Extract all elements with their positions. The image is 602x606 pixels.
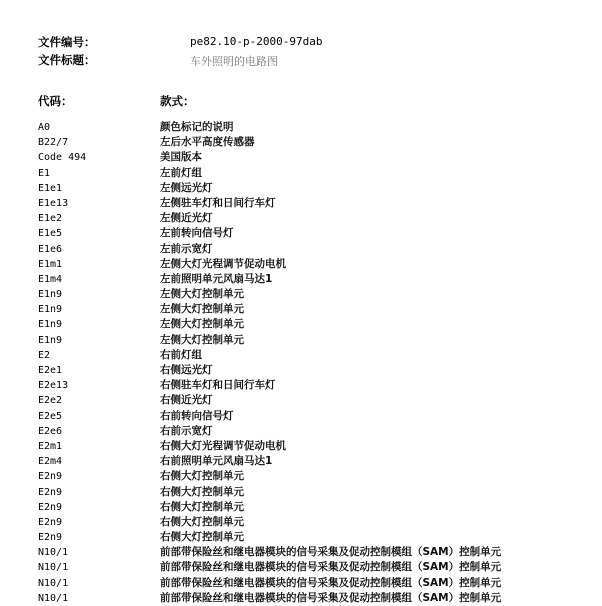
component-description: 左前照明单元风扇马达1 <box>160 272 273 285</box>
component-code: A0 <box>38 122 51 133</box>
component-code: E2m4 <box>38 456 63 468</box>
component-description: 右前照明单元风扇马达1 <box>160 455 273 468</box>
file-title-label: 文件标题： <box>38 53 96 67</box>
component-code: E1m4 <box>38 273 63 285</box>
list-item <box>0 287 602 302</box>
component-description: 右侧远光灯 <box>160 364 213 376</box>
component-list <box>0 120 602 606</box>
list-item <box>0 135 602 150</box>
list-item <box>0 439 602 454</box>
component-description: 左前转向信号灯 <box>160 227 234 240</box>
component-description: 左侧大灯控制单元 <box>160 288 244 301</box>
component-description: 颜色标记的说明 <box>160 121 234 133</box>
component-description: 左侧大灯控制单元 <box>160 303 244 316</box>
component-code: Code 494 <box>38 152 87 164</box>
list-item <box>0 196 602 211</box>
component-description: 左侧大灯控制单元 <box>160 333 244 346</box>
component-code: E1n9 <box>38 334 63 346</box>
list-item <box>0 226 602 241</box>
list-item <box>0 181 602 196</box>
list-item <box>0 560 602 575</box>
component-code: E1e2 <box>38 213 63 225</box>
list-item <box>0 576 602 591</box>
component-description: 右前示宽灯 <box>160 424 213 437</box>
component-code: E2e5 <box>38 410 63 422</box>
component-code: E1e6 <box>38 243 63 255</box>
component-description: 左前灯组 <box>160 166 202 179</box>
list-item <box>0 485 602 500</box>
file-title-value: 车外照明的电路图 <box>190 55 278 68</box>
component-description: 右前转向信号灯 <box>160 409 234 422</box>
component-code: E2m1 <box>38 440 63 452</box>
component-description: 左侧近光灯 <box>160 212 213 225</box>
component-code: E1m1 <box>38 258 63 270</box>
component-code: E2n9 <box>38 501 63 513</box>
list-item <box>0 272 602 287</box>
list-item <box>0 424 602 439</box>
component-description: 前部带保险丝和继电器模块的信号采集及促动控制模组（SAM）控制单元 <box>160 546 502 559</box>
component-description: 右前灯组 <box>160 348 202 361</box>
component-description: 右侧驻车灯和日间行车灯 <box>160 379 276 392</box>
list-item <box>0 545 602 560</box>
component-code: E2n9 <box>38 486 63 498</box>
component-code: E2n9 <box>38 471 63 483</box>
component-description: 前部带保险丝和继电器模块的信号采集及促动控制模组（SAM）控制单元 <box>160 561 502 574</box>
list-item <box>0 317 602 332</box>
component-description: 前部带保险丝和继电器模块的信号采集及促动控制模组（SAM）控制单元 <box>160 591 502 604</box>
component-code: E2e13 <box>38 380 69 392</box>
component-description: 右侧大灯光程调节促动电机 <box>160 439 286 452</box>
list-item <box>0 530 602 545</box>
component-description: 前部带保险丝和继电器模块的信号采集及促动控制模组（SAM）控制单元 <box>160 576 502 589</box>
component-description: 右侧近光灯 <box>160 394 213 407</box>
list-item <box>0 333 602 348</box>
list-item <box>0 454 602 469</box>
component-code: N10/1 <box>38 577 69 589</box>
component-code: N10/1 <box>38 547 69 559</box>
list-item <box>0 257 602 272</box>
component-description: 右侧大灯控制单元 <box>160 485 244 498</box>
component-code: N10/1 <box>38 562 69 574</box>
component-code: N10/1 <box>38 592 69 604</box>
component-code: B22/7 <box>38 137 69 149</box>
component-code: E1 <box>38 167 51 179</box>
list-item <box>0 515 602 530</box>
component-code: E1e5 <box>38 228 63 240</box>
list-item <box>0 393 602 408</box>
component-description: 右侧大灯控制单元 <box>160 531 244 544</box>
component-description: 左侧驻车灯和日间行车灯 <box>160 196 276 209</box>
list-item <box>0 363 602 378</box>
list-item <box>0 120 602 135</box>
file-number-value: pe82.10-p-2000-97dab <box>190 35 323 48</box>
list-item <box>0 591 602 606</box>
component-code: E1e1 <box>38 182 63 194</box>
component-description: 美国版本 <box>160 151 202 164</box>
code-column-header: 代码： <box>38 94 73 108</box>
component-code: E1n9 <box>38 289 63 301</box>
component-code: E2n9 <box>38 516 63 528</box>
list-item <box>0 378 602 393</box>
component-code: E1e13 <box>38 197 69 209</box>
component-description: 左后水平高度传感器 <box>160 136 255 149</box>
model-column-header: 款式： <box>160 94 195 108</box>
component-code: E1n9 <box>38 319 63 331</box>
list-item <box>0 166 602 181</box>
component-description: 右侧大灯控制单元 <box>160 515 244 528</box>
component-code: E1n9 <box>38 304 63 316</box>
component-description: 左前示宽灯 <box>160 242 213 255</box>
list-item <box>0 348 602 363</box>
component-description: 右侧大灯控制单元 <box>160 470 244 483</box>
component-code: E2n9 <box>38 532 63 544</box>
component-code: E2 <box>38 349 51 361</box>
list-item <box>0 500 602 515</box>
component-description: 左侧大灯控制单元 <box>160 318 244 331</box>
component-description: 右侧大灯控制单元 <box>160 500 244 513</box>
list-item <box>0 469 602 484</box>
component-description: 左侧远光灯 <box>160 181 213 194</box>
file-number-label: 文件编号： <box>38 35 96 49</box>
list-item <box>0 242 602 257</box>
component-code: E2e1 <box>38 365 63 376</box>
component-description: 左侧大灯光程调节促动电机 <box>160 257 286 270</box>
list-item <box>0 302 602 317</box>
list-item <box>0 150 602 165</box>
component-code: E2e6 <box>38 425 63 437</box>
list-item <box>0 409 602 424</box>
list-item <box>0 211 602 226</box>
component-code: E2e2 <box>38 395 63 407</box>
